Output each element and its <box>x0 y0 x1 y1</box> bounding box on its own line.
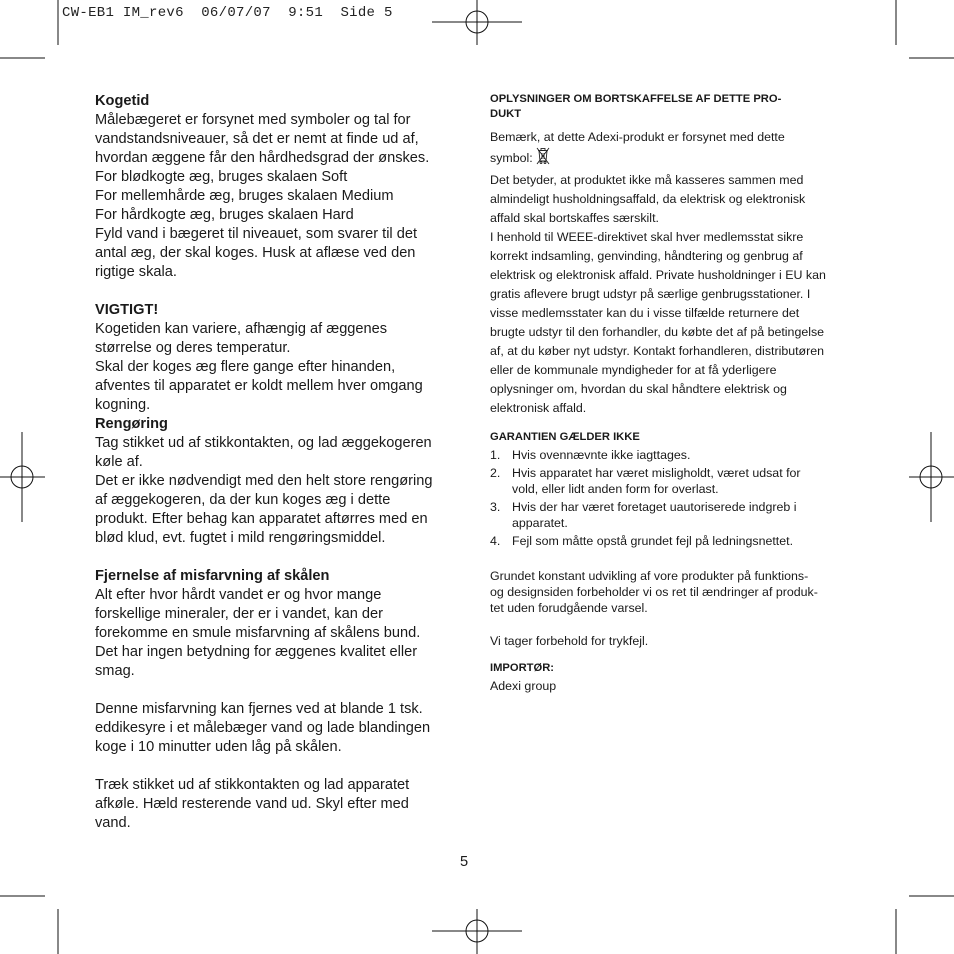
list-item-text: Fejl som måtte opstå grundet fejl på ledningsnettet. <box>512 534 794 548</box>
misfarvning-line: Det har ingen betydning for æggenes kvalitet eller <box>95 644 418 660</box>
bortskaffelse-line: gratis aflevere brugt udstyr på særlige genbrugsstationer. I <box>490 287 811 301</box>
left-column <box>95 92 460 833</box>
list-item <box>490 533 860 549</box>
bortskaffelse-line: I henhold til WEEE-direktivet skal hver medlemsstat sikre <box>490 230 804 244</box>
list-item-text: vold, eller lidt anden form for overlast. <box>512 482 719 496</box>
bortskaffelse-heading <box>490 92 860 122</box>
list-item-text: Hvis ovennævnte ikke iagttages. <box>512 448 691 462</box>
right-column <box>490 92 860 694</box>
kogetid-heading: Kogetid <box>95 93 150 109</box>
kogetid-line: vandstandsniveauer, så det er nemt at finde ud af, <box>95 131 419 147</box>
spacer <box>95 282 460 301</box>
list-item <box>490 447 860 463</box>
rengoring-line: Tag stikket ud af stikkontakten, og lad æggekogeren <box>95 435 432 451</box>
rengoring-heading: Rengøring <box>95 416 168 432</box>
kogetid-line: Målebægeret er forsynet med symboler og tal for <box>95 112 411 128</box>
misfarvning-line: smag. <box>95 663 135 679</box>
vigtigt-line: kogning. <box>95 397 151 413</box>
garanti-list <box>490 447 860 549</box>
spacer <box>490 616 860 633</box>
kogetid-line: hvordan æggene får den hårdhedsgrad der ønskes. <box>95 150 430 166</box>
misfarvning-line: forekomme en smule misfarvning af skålens bund. <box>95 625 421 641</box>
spacer <box>490 551 860 568</box>
kogetid-line: antal æg, der skal koges. Husk at aflæse ved den <box>95 245 416 261</box>
vigtigt-line: størrelse og deres temperatur. <box>95 340 291 356</box>
bortskaffelse-intro-symbol <box>490 147 860 171</box>
rengoring-line: produkt. Efter behag kan apparatet aftørres med en <box>95 511 428 527</box>
bortskaffelse-intro: Bemærk, at dette Adexi-produkt er forsynet med dette <box>490 130 785 144</box>
misfarvning-line: forskellige mineraler, der er i vandet, kan der <box>95 606 383 622</box>
list-item <box>490 465 860 497</box>
kogetid-line: rigtige skala. <box>95 264 177 280</box>
print-slug: CW-EB1 IM_rev6 06/07/07 9:51 Side 5 <box>62 5 393 21</box>
afkoel-line: vand. <box>95 815 131 831</box>
bortskaffelse-line: brugte udstyr til den forhandler, du købte det af på betingelse <box>490 325 825 339</box>
misfarvning-line: Alt efter hvor hårdt vandet er og hvor mange <box>95 587 382 603</box>
bortskaffelse-line: korrekt indsamling, genvinding, håndtering og genbrug af <box>490 249 803 263</box>
rengoring-line: Det er ikke nødvendigt med den helt store rengøring <box>95 473 433 489</box>
afkoel-line: Træk stikket ud af stikkontakten og lad apparatet <box>95 777 410 793</box>
rengoring-line: blød klud, evt. fugtet i mild rengøringsmiddel. <box>95 530 386 546</box>
kogetid-line: For mellemhårde æg, bruges skalaen Medium <box>95 188 394 204</box>
bortskaffelse-heading-line: OPLYSNINGER OM BORTSKAFFELSE AF DETTE PRO- <box>490 93 782 105</box>
weee-bin-icon <box>536 147 550 171</box>
forbehold-line: Grundet konstant udvikling af vore produkter på funktions- <box>490 569 809 583</box>
vigtigt-line: afventes til apparatet er koldt mellem hver omgang <box>95 378 423 394</box>
eddike-line: eddikesyre i et målebæger vand og lade blandingen <box>95 720 431 736</box>
rengoring-line: køle af. <box>95 454 143 470</box>
list-item-number: 3. <box>490 500 501 514</box>
kogetid-line: For blødkogte æg, bruges skalaen Soft <box>95 169 348 185</box>
rengoring-line: af æggekogeren, da der kun koges æg i dette <box>95 492 391 508</box>
forbehold-line: og designsiden forbeholder vi os ret til ændringer af produk- <box>490 585 818 599</box>
vigtigt-line: Skal der koges æg flere gange efter hinanden, <box>95 359 396 375</box>
bortskaffelse-intro-text: symbol: <box>490 151 533 165</box>
bortskaffelse-line: almindeligt husholdningsaffald, da elektrisk og elektronisk <box>490 192 806 206</box>
bortskaffelse-line: Det betyder, at produktet ikke må kasseres sammen med <box>490 173 804 187</box>
garanti-heading: GARANTIEN GÆLDER IKKE <box>490 431 640 443</box>
importor-name: Adexi group <box>490 679 557 693</box>
bortskaffelse-heading-line: DUKT <box>490 108 522 120</box>
afkoel-line: afkøle. Hæld resterende vand ud. Skyl efter med <box>95 796 409 812</box>
bortskaffelse-line: af, at du køber nyt udstyr. Kontakt forhandleren, distributøren <box>490 344 825 358</box>
trykfejl-note: Vi tager forbehold for trykfejl. <box>490 634 649 648</box>
spacer <box>95 681 460 700</box>
vigtigt-heading: VIGTIGT! <box>95 302 159 318</box>
bortskaffelse-line: visse medlemsstater kan du i visse tilfælde returnere det <box>490 306 800 320</box>
bortskaffelse-line: elektrisk og elektronisk affald. Private husholdninger i EU kan <box>490 268 826 282</box>
bortskaffelse-line: oplysninger om, hvordan du skal håndtere elektrisk og <box>490 382 787 396</box>
list-item-text: Hvis der har været foretaget uautoriserede indgreb i <box>512 500 797 514</box>
list-item-number: 4. <box>490 534 501 548</box>
kogetid-line: For hårdkogte æg, bruges skalaen Hard <box>95 207 354 223</box>
list-item <box>490 499 860 531</box>
list-item-number: 2. <box>490 466 501 480</box>
kogetid-line: Fyld vand i bægeret til niveauet, som svarer til det <box>95 226 418 242</box>
list-item-text: Hvis apparatet har været misligholdt, været udsat for <box>512 466 801 480</box>
importor-heading: IMPORTØR: <box>490 662 555 674</box>
spacer <box>95 757 460 776</box>
eddike-line: koge i 10 minutter uden låg på skålen. <box>95 739 342 755</box>
eddike-line: Denne misfarvning kan fjernes ved at blande 1 tsk. <box>95 701 423 717</box>
bortskaffelse-line: eller de kommunale myndigheder for at få yderligere <box>490 363 777 377</box>
bortskaffelse-line: affald skal bortskaffes særskilt. <box>490 211 659 225</box>
forbehold-line: tet uden forudgående varsel. <box>490 601 648 615</box>
spacer <box>95 548 460 567</box>
page-number: 5 <box>460 854 469 870</box>
list-item-number: 1. <box>490 448 501 462</box>
vigtigt-line: Kogetiden kan variere, afhængig af æggenes <box>95 321 388 337</box>
list-item-text: apparatet. <box>512 516 568 530</box>
misfarvning-heading: Fjernelse af misfarvning af skålen <box>95 568 330 584</box>
bortskaffelse-line: elektronisk affald. <box>490 401 587 415</box>
